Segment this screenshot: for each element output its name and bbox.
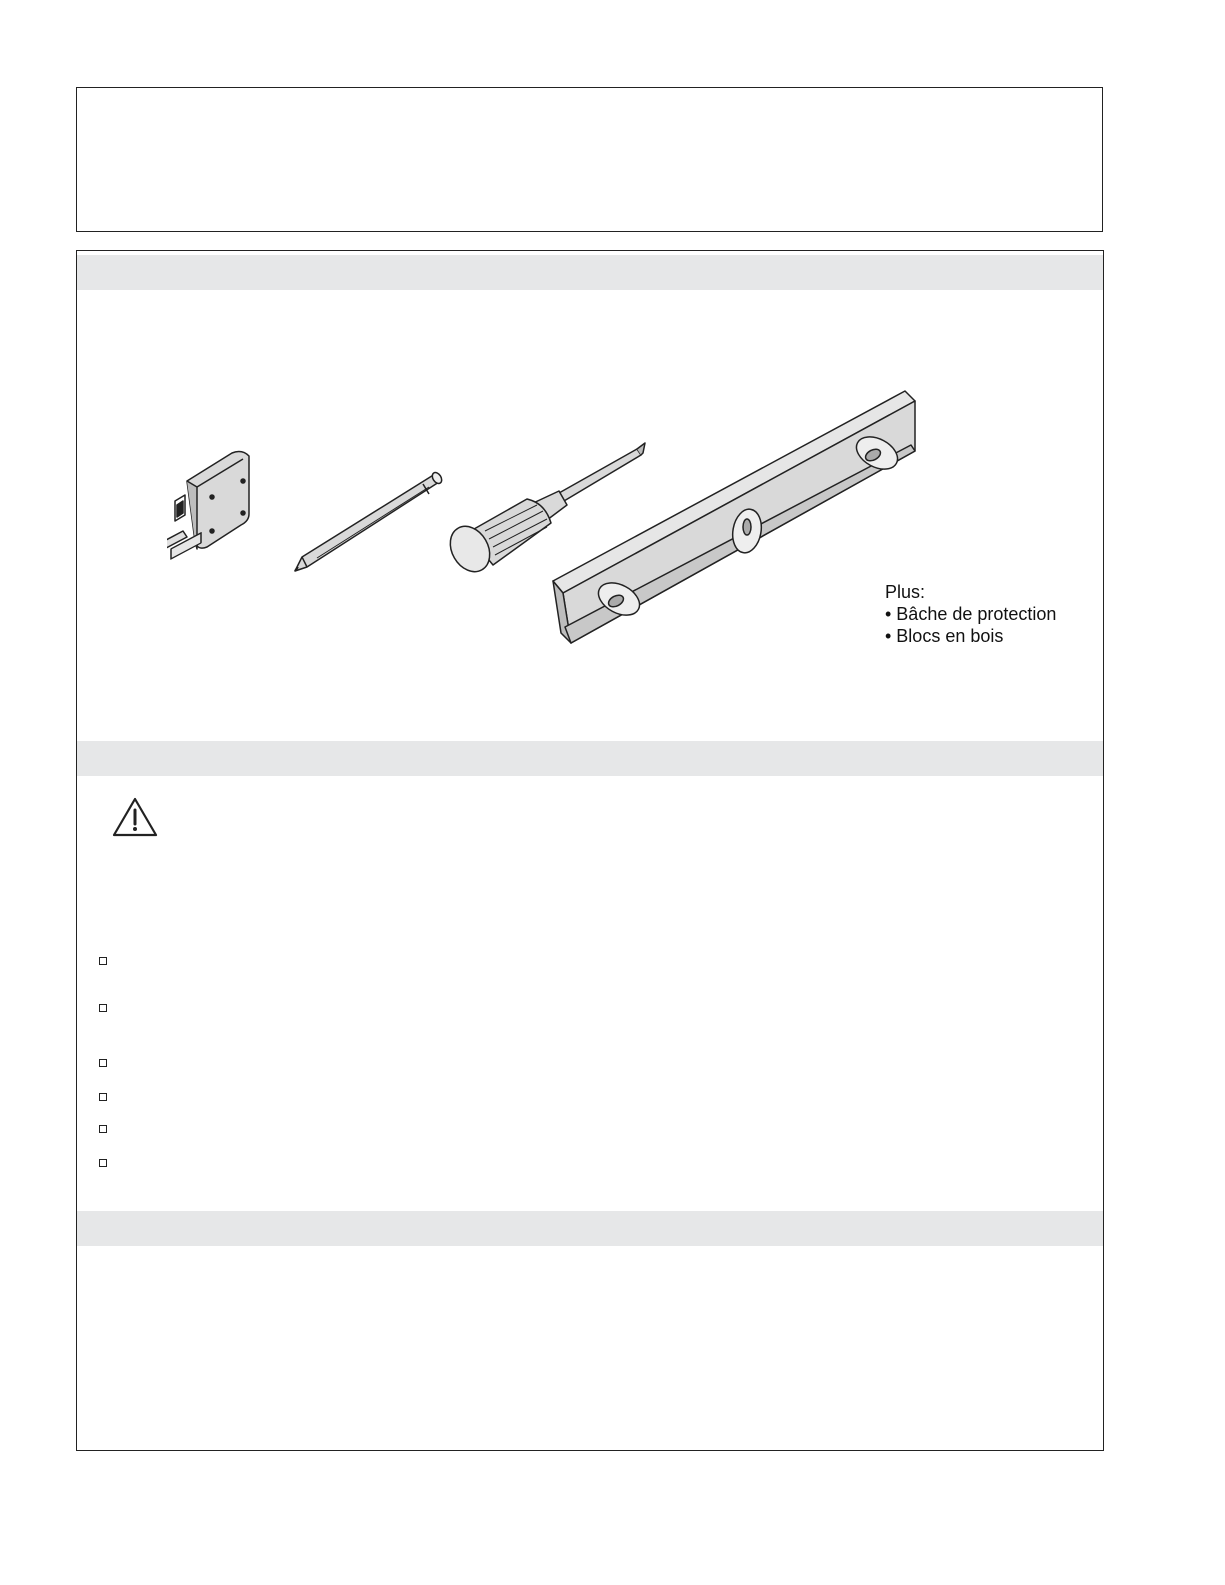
section-band-tools	[77, 255, 1103, 290]
section-band-precautions	[77, 741, 1103, 776]
additional-item: • Bâche de protection	[885, 604, 1057, 624]
section-band-installation	[77, 1211, 1103, 1246]
tape-measure-icon	[167, 452, 249, 563]
additional-items-note	[885, 581, 1056, 647]
checklist-checkbox[interactable]	[99, 1093, 107, 1101]
checklist-checkbox[interactable]	[99, 957, 107, 965]
checklist-checkbox[interactable]	[99, 1125, 107, 1133]
main-panel	[76, 250, 1104, 1451]
checklist-checkbox[interactable]	[99, 1159, 107, 1167]
tools-illustration	[167, 381, 967, 671]
level-icon	[553, 391, 915, 643]
checklist-checkbox[interactable]	[99, 1059, 107, 1067]
header-box	[76, 87, 1103, 232]
warning-icon	[111, 796, 159, 838]
additional-items-heading: Plus:	[885, 582, 926, 602]
checklist-checkbox[interactable]	[99, 1004, 107, 1012]
pencil-icon	[295, 471, 444, 571]
additional-item: • Blocs en bois	[885, 626, 1004, 646]
